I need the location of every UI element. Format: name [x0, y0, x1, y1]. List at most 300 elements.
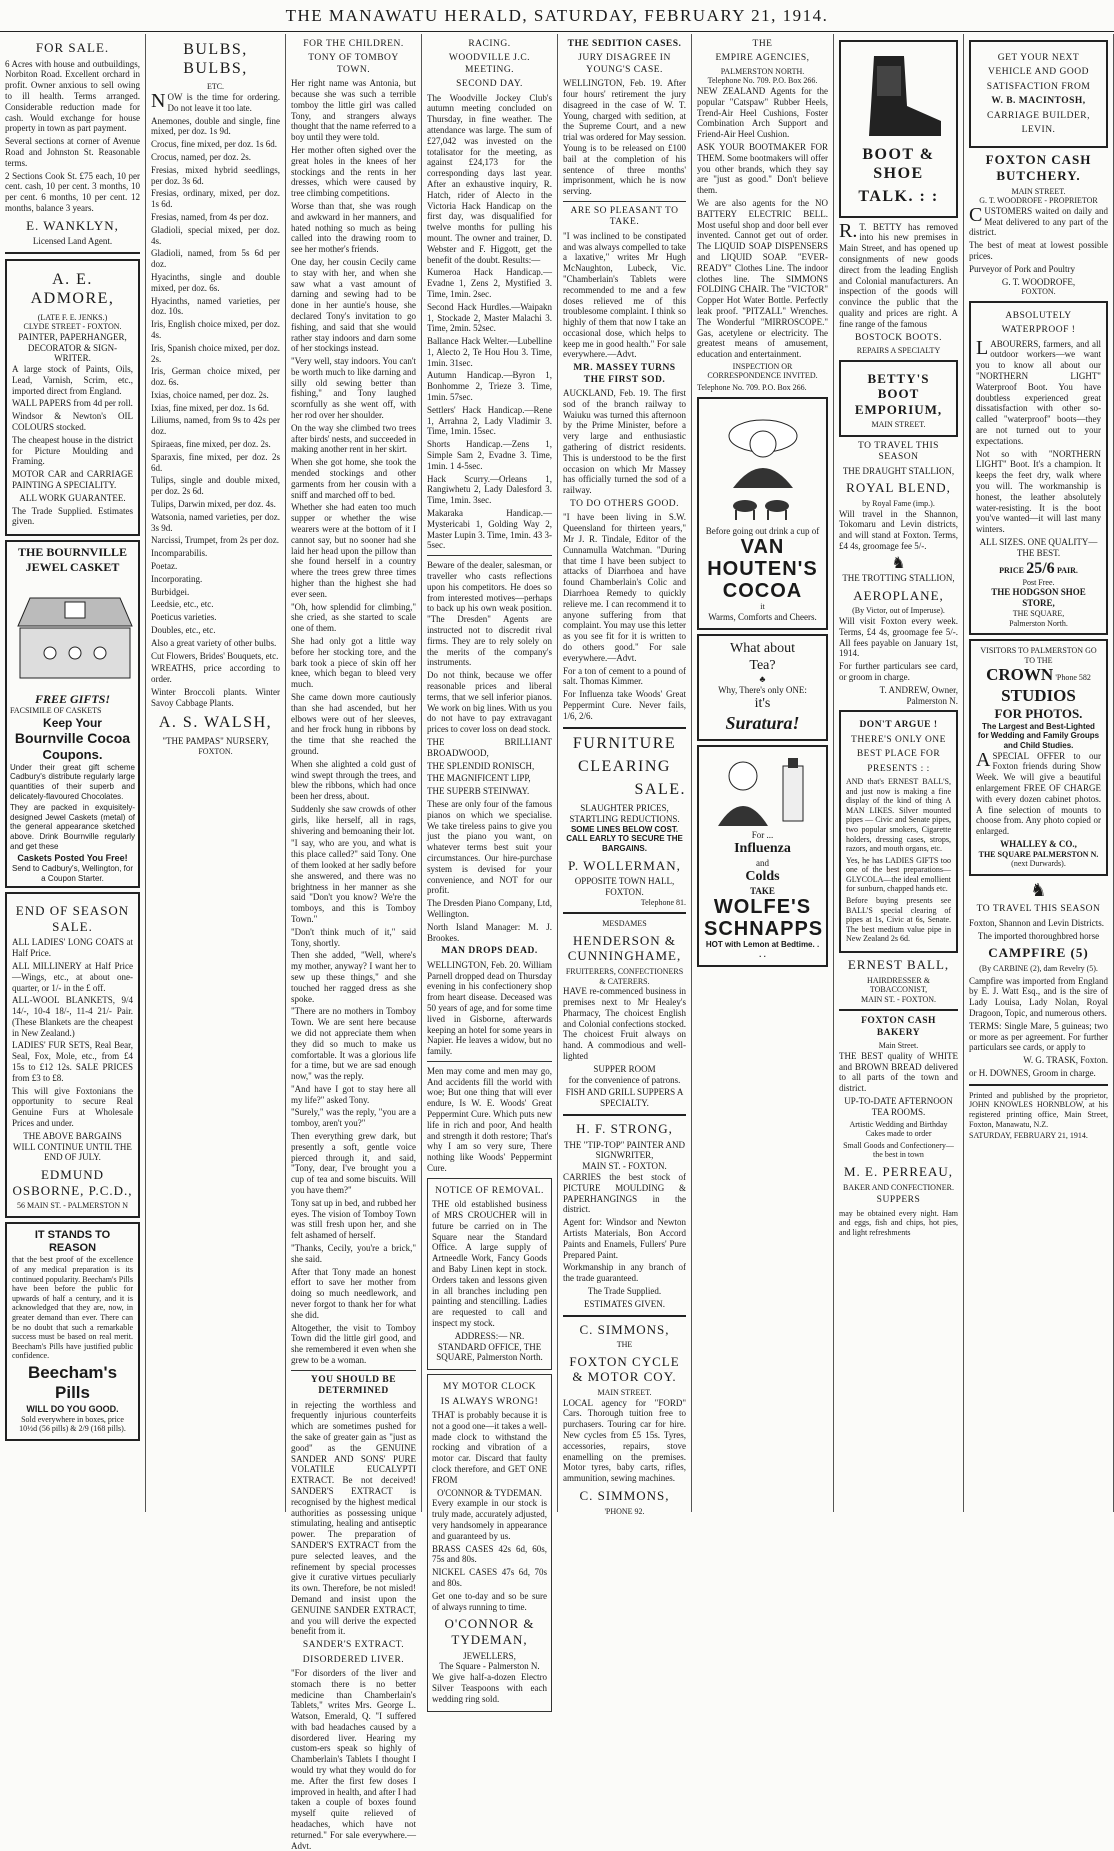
- beechams-ad: [5, 1222, 140, 1441]
- simmons-address: MAIN STREET.: [597, 1387, 652, 1397]
- bulb-item: Watsonia, named varieties, per doz. 3s 9d.: [151, 511, 280, 533]
- campfire-heading: TO TRAVEL THIS SEASON: [976, 904, 1101, 915]
- empire-also: We are also agents for the NO BATTERY ELECTRIC BELL. Most useful shop and door bell ever invented. Cannot get out of order. The LIQUID SOAP DISPENSERS and LIQUID SOAP. "EVER-READY" Clothes Line. The indoor clothes line. The SIMMONS FOLDING CHAIR. The "VICTOR" Copper Hot Water Bottle. Perfectly leak proof. "PITZALL" Wrenches. The Wonderful "MIRROSCOPE." Gas, acetylene or electricity. The greatest means of amusement, education and entertainment.: [697, 197, 829, 360]
- race-result: Settlers' Hack Handicap.—Rene 1, Arrahna 2, Lady Vladimir 3. Time, 1min. 15sec.: [427, 404, 552, 437]
- bakery-heading: FOXTON CASH BAKERY: [861, 1016, 936, 1038]
- divider: [563, 201, 686, 202]
- campfire-by: (By CARBINE (2), dam Revelry (5).: [979, 964, 1098, 974]
- simmons-firm: FOXTON CYCLE & MOTOR COY.: [569, 1353, 680, 1385]
- eos-line: ALL LADIES' LONG COATS at Half Price.: [12, 937, 133, 959]
- bulbs-intro: NOW is the time for ordering. Do not leave it too late.: [151, 89, 280, 113]
- simmons-name-2: C. SIMMONS,: [579, 1487, 670, 1503]
- royal-name: ROYAL BLEND,: [846, 480, 951, 496]
- sur-what: What about: [730, 640, 795, 656]
- bournville-casket-title: THE BOURNVILLE JEWEL CASKET: [17, 545, 128, 574]
- eos-heading: END OF SEASON SALE.: [15, 903, 130, 934]
- bournville-body-2: They are packed in exquisitely-designed Jewel Caskets (metal) of the general appearance sketched above. Drink Bournville regularly and get these: [10, 803, 135, 851]
- wolfe-and: and: [756, 858, 769, 869]
- bulbs-wreaths: WREATHS, price according to order.: [151, 663, 280, 685]
- for-sale-heading: FOR SALE.: [35, 40, 110, 55]
- sur-why: Why, There's only ONE:: [718, 685, 807, 696]
- bulb-item: Iris, English choice mixed, per doz. 4s.: [151, 319, 280, 340]
- wp-town: Palmerston North.: [1009, 618, 1068, 628]
- race-result: Autumn Handicap.—Byron 1, Bonhomme 2, Trieze 3. Time, 1min. 57sec.: [427, 370, 552, 403]
- admore-line: Windsor & Newton's OIL COLOURS stocked.: [12, 411, 133, 433]
- clock-brass: BRASS CASES 42s 6d, 60s, 75s and 80s.: [432, 1543, 547, 1565]
- dead-heading: MAN DROPS DEAD.: [441, 946, 538, 957]
- mac-line: VEHICLE AND GOOD: [988, 67, 1089, 78]
- mac-line: GET YOUR NEXT: [997, 53, 1080, 63]
- vh-it: it: [760, 602, 765, 612]
- hc-mesdames: MESDAMES: [602, 919, 647, 929]
- bulb-item: Incorporating.: [151, 573, 203, 584]
- bakery-cakes: Artistic Wedding and Birthday Cakes made to order: [849, 1119, 948, 1139]
- sod-heading: MR. MASSEY TURNS THE FIRST SOD.: [573, 363, 676, 385]
- crown-address: THE SQUARE PALMERSTON N.: [978, 849, 1099, 859]
- bulb-item: Burbidgei.: [151, 586, 190, 597]
- royal-heading: TO TRAVEL THIS SEASON: [858, 440, 939, 463]
- strong-agent: Agent for: Windsor and Newton Artists Materials, Bon Accord Paints and Enamels, Fullers' Pure Prepared Paint.: [563, 1217, 686, 1260]
- sedition-heading: THE SEDITION CASES.: [567, 39, 682, 49]
- empire-body: NEW ZEALAND Agents for the popular "Catspaw" Rubber Heels, Trend-Air Heel Cushions, Foster Combination Arch Support and Friend-Air Heel Cushion.: [697, 85, 828, 140]
- column-4: [422, 34, 558, 1704]
- dresden-manager: North Island Manager: M. J. Brookes.: [427, 921, 552, 943]
- aero-owner: T. ANDREW, Owner, Palmerston N.: [879, 684, 958, 706]
- suppers-body: may be obtained every night. Ham and eggs, fish and chips, hot pies, and light refreshments: [839, 1208, 958, 1237]
- osborne-name: EDMUND OSBORNE, P.C.D.,: [12, 1167, 133, 1198]
- wp-pair: PAIR.: [1056, 565, 1078, 575]
- sanders-heading: YOU SHOULD BE DETERMINED: [310, 1374, 397, 1397]
- boot-heading-2: TALK. : :: [858, 188, 939, 206]
- boot-heading: BOOT & SHOE: [862, 146, 935, 183]
- column-7: [834, 34, 964, 1512]
- bournville-send: Send to Cadbury's, Wellington, for a Coupon Starter.: [12, 863, 133, 883]
- bulb-item: Incomparabilis.: [151, 548, 208, 559]
- eos-line: LADIES' FUR SETS, Real Bear, Seal, Fox, Mole, etc., from £4 15s to £12 12s. SALE PRICES from £3 to £8.: [12, 1040, 133, 1083]
- boot-body: R.T. BETTY has removed into his new premises in Main Street, and has opened up consignments of new goods direct from the leading English and Colonial manufacturers. An inspection of the goods will convince the public that the quality and prices are right. A fine range of the famous: [839, 219, 958, 329]
- oconnor-address: The Square - Palmerston N.: [439, 1661, 540, 1672]
- wolfes-ad: [697, 745, 828, 966]
- dont-2: THERE'S ONLY ONE: [851, 734, 946, 745]
- admore-trade: PAINTER, PAPERHANGER, DECORATOR & SIGN-WRITER.: [18, 331, 127, 364]
- vh-van: VAN: [740, 536, 785, 559]
- column-8: [964, 34, 1114, 1512]
- wp-square: THE SQUARE,: [1012, 608, 1065, 618]
- aero-info: For further particulars see card, or groom in charge.: [839, 661, 958, 682]
- bournville-free-gifts: FREE GIFTS!: [34, 692, 111, 707]
- imprint-date: SATURDAY, FEBRUARY 21, 1914.: [969, 1131, 1088, 1141]
- vh-cocoa: COCOA: [722, 580, 803, 603]
- bulb-item: Leedsie, etc., etc.: [151, 599, 214, 610]
- column-3: [286, 34, 422, 1851]
- story-paragraph: When she alighted a cold gust of wind swept through the trees, and blew the ribbons, which had once been her dress, about.: [291, 758, 416, 802]
- strong-estimates: ESTIMATES GIVEN.: [584, 1298, 665, 1309]
- crown-visit: VISITORS TO PALMERSTON GO TO THE: [980, 646, 1097, 665]
- hc-sub: FRUITERERS, CONFECTIONERS & CATERERS.: [565, 967, 684, 986]
- eos-line: ALL MILLINERY at Half Price—Wings, etc., at about one-quarter, or 1/- in the £ off.: [12, 960, 133, 993]
- bulb-item: Gladioli, named, from 5s 6d per doz.: [151, 248, 280, 270]
- wolfe-hot: HOT with Lemon at Bedtime. . . .: [705, 940, 820, 960]
- story-paragraph: Then she added, "Well, where's my mother, anyway? I want her to sew up these things," and she touched her ragged dress as she spoke.: [291, 950, 416, 1004]
- osborne-address: 56 MAIN ST. - PALMERSTON N: [17, 1201, 128, 1211]
- story-paragraph: Whether she had eaten too much supper or whether the wise wearers were at the bottom of it I cannot say, but no sooner had she laid her head upon the pillow than she found herself in a country where the trees grew three times higher than the highest she had ever seen.: [291, 502, 416, 599]
- story-paragraph: "Surely," was the reply, "you are a tomboy, aren't you?": [291, 1107, 416, 1129]
- wollerman-name: P. WOLLERMAN,: [568, 857, 681, 873]
- perreau-role: BAKER AND CONFECTIONER.: [843, 1182, 954, 1192]
- simmons-the: THE: [616, 1340, 633, 1350]
- campfire-districts: Foxton, Shannon and Levin Districts.: [969, 917, 1104, 928]
- liver-body: "For disorders of the liver and stomach there is no better medicine than Chamberlain's Tablets," writes Mrs. George L. Watson, Emerald, Q. "I suffered with bad headaches caused by a disordered liver. Hearing my custom-ers speak so highly of Chamberlain's Tablets I thought I would try what they would do for me. After the first few doses I improved in health, and after I had taken a couple of boxes found myself quite relieved of headaches, which have not returned." For sale everywhere.—Advt.: [291, 1667, 416, 1851]
- divider: [5, 252, 140, 254]
- simmons-name: C. SIMMONS,: [579, 1321, 670, 1337]
- strong-name: H. F. STRONG,: [576, 1121, 673, 1137]
- empire-the: THE: [752, 39, 773, 49]
- bulb-item: Fresias, named, from 4s per doz.: [151, 211, 269, 222]
- story-paragraph: Her right name was Antonia, but because she was such a terrible tomboy the little girl was called Tony, and strangers always thought that the name referred to a boy until they were told.: [291, 78, 416, 143]
- beechams-good: WILL DO YOU GOOD.: [26, 1403, 119, 1414]
- divider: [563, 1315, 686, 1317]
- crown-for: FOR PHOTOS.: [994, 706, 1083, 722]
- campfire-imp: The imported thoroughbred horse: [977, 930, 1100, 941]
- wolfe-influenza: Influenza: [734, 841, 791, 857]
- empire-tel-2: Telephone No. 709. P.O. Box 266.: [697, 383, 807, 393]
- story-paragraph: Altogether, the visit to Tomboy Town did the little girl good, and she remembered it even when she grew to be a woman.: [291, 1322, 416, 1366]
- royal-sub: THE DRAUGHT STALLION,: [842, 465, 955, 476]
- bulb-item: Spiraeas, fine mixed, per doz. 2s.: [151, 439, 271, 450]
- piano-item: THE MAGNIFICENT LIPP,: [427, 773, 531, 784]
- furniture-sub: SLAUGHTER PRICES, STARTLING REDUCTIONS.: [569, 803, 680, 824]
- empire-ask: ASK YOUR BOOTMAKER FOR THEM. Some bootmakers will offer you other brands, which they say are "just as good." Don't believe them.: [697, 141, 828, 196]
- race-results: [427, 267, 552, 551]
- story-paragraph: Then everything grew dark, but presently a soft, gentle voice pierced through it, and said, "Tony, dear, I've brought you a cup of tea and some biscuits. Will you have them?": [291, 1131, 416, 1196]
- wolfe-name: WOLFE'S: [713, 896, 812, 919]
- bulb-item: Liliums, named, from 9s to 42s per doz.: [151, 415, 280, 437]
- bournville-facsimile: FACSIMILE OF CASKETS: [10, 706, 102, 716]
- beechams-sold: Sold everywhere in boxes, price 10½d (56 pills) & 2/9 (168 pills).: [19, 1414, 126, 1434]
- bulbs-etc: ETC.: [206, 82, 225, 92]
- bournville-ad: [5, 540, 140, 888]
- wp-post: Post Free.: [1022, 577, 1055, 587]
- removal-address: ADDRESS:— NR. STANDARD OFFICE, THE SQUARE, Palmerston North.: [436, 1330, 543, 1363]
- clock-body: Every example in our stock is truly made, accurately adjusted, very handsomely in appearance and guaranteed by us.: [432, 1498, 547, 1541]
- perreau-name: M. E. PERREAU,: [844, 1163, 953, 1179]
- macintosh-ad: [969, 40, 1108, 148]
- mac-line: SATISFACTION FROM: [986, 81, 1091, 92]
- story-paragraph: "There are no mothers in Tomboy Town. We are sent here because we did not appreciate them when they did so much to make us comfortable. It was a glorious life for a time, but we are sad enough now," was the reply.: [291, 1006, 416, 1082]
- bakery-street: Main Street.: [878, 1041, 919, 1051]
- bakery-body: THE BEST quality of WHITE and BROWN BREAD delivered to all parts of the town and district.: [839, 1050, 958, 1094]
- bulbs-also: Also a great variety of other bulbs.: [151, 637, 277, 648]
- end-of-season-ad: [5, 892, 140, 1218]
- crown-sub: The Largest and Best-Lighted for Wedding and Family Groups and Child Studies.: [977, 721, 1100, 750]
- waterproof-ad: [969, 301, 1108, 635]
- campfire-downes: or H. DOWNES, Groom in charge.: [969, 1068, 1096, 1079]
- walsh-nursery: "THE PAMPAS" NURSERY,: [162, 735, 269, 746]
- sedition-sub: JURY DISAGREE IN YOUNG'S CASE.: [578, 53, 671, 75]
- hc-body: HAVE re-commenced business in premises next to Mr Healey's Pharmacy, The choicest English and Colonial confections stocked. The choicest Fruit always on hand. A commodious and well-lighted: [563, 986, 686, 1062]
- man-bottle-illustration: [708, 756, 818, 826]
- hc-supper: SUPPER ROOM: [593, 1063, 656, 1074]
- suratura-ad: [697, 634, 828, 742]
- bulb-item: Hyacinths, single and double mixed, per doz. 6s.: [151, 271, 280, 293]
- campfire-body: Campfire was imported from England by E. J. Watt Esq., and is the sire of Lady Louisa, Lady Nolan, Royal Dragoon, Topic, and numerous others.: [969, 975, 1108, 1019]
- strong-address: MAIN ST. - FOXTON.: [582, 1161, 667, 1172]
- bulb-item: Crocus, named, per doz. 2s.: [151, 151, 251, 162]
- bakery-goods: Small Goods and Confectionery—the best in town: [843, 1140, 954, 1160]
- wp-price: 25/6: [1026, 559, 1055, 577]
- story-paragraph: On the way she climbed two trees after birds' nests, and succeeded in making another rent in her skirt.: [291, 422, 416, 455]
- bournville-cocoa: Bournville Cocoa: [14, 730, 131, 747]
- clock-firm: O'CONNOR & TYDEMAN.: [437, 1487, 542, 1498]
- dresden-body: Do not think, because we offer reasonable prices and liberal terms, that we sell inferior pianos. We work on big lines. With us you do not have to pay extravagant prices to cover loss on dead stock.: [427, 670, 552, 735]
- van-houten-ad: [697, 397, 828, 630]
- wp-store: THE HODGSON SHOE STORE,: [991, 587, 1086, 609]
- dont-3: BEST PLACE FOR: [856, 749, 941, 760]
- bulb-item: Sparaxis, fine mixed, per doz. 2s 6d.: [151, 451, 280, 473]
- admore-line: The cheapest house in the district for Picture Moulding and Framing.: [12, 434, 133, 467]
- dresden-company: The Dresden Piano Company, Ltd, Wellington.: [427, 898, 552, 919]
- liver-heading: DISORDERED LIVER.: [302, 1654, 405, 1665]
- admore-line: A large stock of Paints, Oils, Lead, Varnish, Scrim, etc., imported direct from England.: [12, 364, 133, 396]
- dont-argue: DON'T ARGUE !: [859, 720, 938, 731]
- story-paragraph: She had only got a little way before her stocking tore, and the bark took a piece of skin off her knee, which began to bleed very much.: [291, 636, 416, 690]
- mac-name: W. B. MACINTOSH,: [991, 96, 1086, 107]
- crown-body: ASPECIAL OFFER to our Foxton friends during Show Week. We will give a beautiful enlargement FREE OF CHARGE with every dozen cabinet photos. A fine selection of mounts to choose from. Any photo copied or enlarged.: [976, 748, 1101, 837]
- sedition-body: WELLINGTON, Feb. 19. After four hours' retirement the jury disagreed in the case of W. T. Young, charged with sedition, at the Supreme Court, and a new trial was ordered for May session. Young is to be released on £100 bail at the completion of his sentence of three months' imprisonment, which he is now serving.: [563, 78, 686, 197]
- sur-name: Suratura!: [725, 712, 800, 733]
- bulbs-heading: BULBS, BULBS,: [183, 41, 248, 78]
- boot-repairs: REPAIRS A SPECIALTY: [856, 345, 941, 355]
- vh-houtens: HOUTEN'S: [707, 558, 818, 581]
- beechams-body: that the best proof of the excellence of any medical preparation is its continued popularity. Beecham's Pills have been before the public for upwards of half a century, and it is acknowledged that they are, now, in greater demand than ever. There can be no doubt that such a remarkable success must be based on real merit. Beecham's Pills have justified public confidence.: [12, 1255, 133, 1361]
- piano-item: THE SPLENDID RONISCH,: [427, 760, 535, 771]
- woman-portrait-illustration: [708, 408, 818, 488]
- agent-name: E. WANKLYN,: [26, 217, 119, 233]
- dont-4: PRESENTS : :: [867, 763, 930, 774]
- butchery-prop: G. T. WOODROFE - PROPRIETOR: [979, 196, 1098, 206]
- butchery-pork: Purveyor of Pork and Poultry: [969, 263, 1075, 274]
- clock-body: THAT is probably because it is not a good one—it takes a well-made clock to withstand the rocking and vibration of a motor car. Discard that faulty clock therefore, and GET ONE FROM: [432, 1409, 547, 1485]
- oconnor-give: We give half-a-dozen Electro Silver Teaspoons with each wedding ring sold.: [432, 1672, 547, 1704]
- race-result: Ballance Hack Welter.—Lubelline 1, Alecto 2, Te Hou Hou 3. Time, 1min. 31sec.: [427, 336, 552, 368]
- salt-line: For a ton of cement to a pound of salt. Thomas Kimmer.: [563, 665, 686, 687]
- butchery-street: MAIN STREET.: [1011, 186, 1066, 196]
- bostock: BOSTOCK BOOTS.: [854, 332, 943, 343]
- bulbs-winter: Winter Broccoli plants. Winter Savoy Cabbage Plants.: [151, 687, 280, 708]
- divider: [969, 1084, 1108, 1086]
- horse-icon: ♞: [1030, 879, 1047, 900]
- race-result: Shorts Handicap.—Zens 1, Simple Sam 2, Evadne 3. Time, 1min. 1 4-5sec.: [427, 439, 552, 471]
- bulb-item: Narcissi, Trumpet, from 2s per doz.: [151, 535, 279, 546]
- horse-icon: ♞: [891, 554, 906, 572]
- bulb-item: Doubles, etc., etc.: [151, 625, 216, 636]
- butchery-heading: FOXTON CASH BUTCHERY.: [985, 152, 1092, 183]
- furniture-heading: FURNITURE: [572, 734, 677, 752]
- influenza-line: For Influenza take Woods' Great Peppermint Cure. Never fails, 1/6, 2/6.: [563, 689, 686, 721]
- for-sale-item: Several sections at corner of Avenue Road and Johnston St. Reasonable terms.: [5, 136, 140, 168]
- hc-fish: FISH AND GRILL SUPPERS A SPECIALTY.: [565, 1087, 684, 1109]
- story-paragraph: Her mother often sighed over the great holes in the knees of her stockings and the rents in her dresses, which were caused by tree climbing competitions.: [291, 144, 416, 199]
- story-paragraph: She came down more cautiously than she had ascended, but her elbows were out of her sleeves, and her frock hung in ribbons by the time that she reached the ground.: [291, 692, 416, 756]
- ball-before: Before buying presents see BALL'S special clearing of pipes at 1s, Civic at 6s, Senate. The best medium value pipe in New Zealand 2s 6d.: [846, 896, 951, 944]
- story-paragraph: When she got home, she took the mended stockings and other garments from her cousin with a sniff and marched off to bed.: [291, 457, 416, 500]
- pleasant-heading: ARE SO PLEASANT TO TAKE.: [570, 205, 679, 228]
- mac-role: CARRIAGE BUILDER,: [987, 110, 1090, 121]
- story-paragraph: "Thanks, Cecily, you're a brick," she said.: [291, 1243, 416, 1264]
- empire-inspect: INSPECTION OR CORRESPONDENCE INVITED.: [707, 361, 818, 381]
- motor-clock-ad: [427, 1374, 552, 1711]
- royal-body: Will travel in the Shannon, Tokomaru and Levin districts, and will stand at Foxton. Terms, £4 4s, groomage fee 5/-.: [839, 508, 958, 552]
- bulb-item: Tulips, single and double mixed, per doz. 2s 6d.: [151, 475, 280, 497]
- hc-conv: for the convenience of patrons.: [568, 1074, 681, 1085]
- furniture-lines: SOME LINES BELOW COST.: [570, 824, 679, 834]
- bulb-item: Ixias, fine mixed, per doz. 1s 6d.: [151, 402, 269, 413]
- sanders-body: in rejecting the worthless and frequently injurious counterfeits which are sometimes pushed for the sake of greater gain as "just as good" as the GENUINE SANDER AND SONS' PURE VOLATILE EUCALYPTI EXTRACT. Be not deceived! SANDER'S EXTRACT is recognised by the highest medical authorities as possessing unique stimulating, healing and antiseptic power. The preparation of SANDER'S EXTRACT from the pure selected leaves, and the refinement by special processes give it curative virtues peculiarly its own. Therefore, be not misled! Demand and insist upon the GENUINE SANDER EXTRACT, and you will derive the expected benefit from it.: [291, 1399, 416, 1637]
- empire-address: PALMERSTON NORTH.: [720, 66, 805, 76]
- divider: [563, 912, 686, 914]
- horse-plough-illustration: [723, 492, 803, 522]
- campfire-trask: W. G. TRASK, Foxton.: [1023, 1055, 1108, 1066]
- column-5: [558, 34, 692, 1516]
- clock-nickel: NICKEL CASES 47s 6d, 70s and 80s.: [432, 1567, 547, 1588]
- empire-heading: EMPIRE AGENCIES,: [715, 53, 810, 64]
- bournville-coupons: Coupons.: [42, 747, 103, 763]
- story-paragraph: "And have I got to stay here all my life?" asked Tony.: [291, 1083, 416, 1105]
- crown-phone: 'Phone 582: [1055, 673, 1091, 683]
- bulb-item: Fresias, mixed hybrid seedlings, per doz. 3s 6d.: [151, 164, 280, 186]
- suppers-heading: SUPPERS: [876, 1195, 921, 1206]
- butchery-town: FOXTON.: [1021, 287, 1056, 297]
- royal-by: by Royal Fame (imp.).: [862, 499, 935, 509]
- crown-name: CROWN: [986, 665, 1054, 685]
- admore-line: WALL PAPERS from 4d per roll.: [12, 398, 133, 409]
- campfire-name: CAMPFIRE (5): [988, 945, 1089, 961]
- divider: [427, 1061, 552, 1062]
- crown-studios-ad: [969, 639, 1108, 876]
- bulb-item: Hyacinths, named varieties, per doz. 10s.: [151, 295, 280, 317]
- for-sale-item: 2 Sections Cook St. £75 each, 10 per cent. cash, 10 per cent. 3 months, 10 per cent. 6 months, 10 per cent. 12 months, balance 3 years.: [5, 170, 140, 213]
- vh-warms: Warms, Comforts and Cheers.: [708, 612, 817, 623]
- racing-heading: RACING.: [468, 39, 511, 49]
- race-result: Kumeroa Hack Handicap.—Evadne 1, Zens 2, Mystified 3. Time, 1min. 2sec.: [427, 267, 552, 299]
- jewel-casket-illustration: [10, 578, 140, 688]
- aero-sub: THE TROTTING STALLION,: [842, 573, 955, 584]
- ball-name: ERNEST BALL,: [847, 957, 950, 973]
- admore-address: CLYDE STREET - FOXTON.: [23, 322, 122, 332]
- imprint: Printed and published by the proprietor, JOHN KNOWLES HORNBLOW, at his registered printing office, Main Street, Foxton, Manawatu, N.Z.: [969, 1090, 1108, 1129]
- piano-item: THE BRILLIANT BROADWOOD,: [427, 736, 552, 758]
- for-sale-item: 6 Acres with house and outbuildings, Norbiton Road. Excellent orchard in profit. Owner anxious to sell owing to ill health. Terms arranged. Considerable reduction made for cash. Would exchange for house property in town as part payment.: [5, 58, 140, 134]
- story-paragraph: Worse than that, she was rough and awkward in her manners, and hated nothing so much as being called into the drawing room to see her mother's friends.: [291, 200, 416, 255]
- bulb-item: Fresias, ordinary, mixed, per doz. 1s 6d.: [151, 188, 280, 210]
- pleasant-body: "I was inclined to be constipated and was always compelled to take a laxative," writes Mr Hugh McNaughton, Lubeck, Vic. "Chamberlain's Tablets were recommended to me and a few doses relieved me of this troublesome complaint. I think so highly of them that now I take an occasional dose, which helps to keep me in good health." For sale everywhere.—Advt.: [563, 230, 686, 360]
- sur-its: it's: [754, 696, 771, 712]
- wolfe-take: TAKE: [750, 885, 775, 896]
- mac-town: LEVIN.: [1021, 124, 1056, 135]
- story-paragraph: "I say, who are you, and what is this place called?" said Tony. One of them looked at her sadly before she answered, and there was no brightness in her manner as she said "Don't you know? We're the tomboys, and this is Tomboy Town.": [291, 838, 416, 924]
- admore-late: (LATE F. E. JENKS.): [37, 312, 108, 322]
- dresden-body: These are only four of the famous pianos on which we specialise. We take tireless pains to give you just the piano you want, on whatever terms best suit your circumstances. Our hire-purchase system is devised for your convenience, and NOT for our profit.: [427, 798, 552, 896]
- wp-heading-2: WATERPROOF !: [1001, 325, 1076, 336]
- bulb-item: Iris, German choice mixed, per doz. 6s.: [151, 366, 280, 388]
- story-paragraph: One day, her cousin Cecily came to stay with her, and when she saw what a vast amount of darning and sewing had to be done in her auntie's house, she declared Tony's invitation to go fishing, and said that she would rather stay indoors and darn some of her stockings instead.: [291, 256, 416, 354]
- strong-trade: The Trade Supplied.: [587, 1285, 662, 1296]
- dead-body: WELLINGTON, Feb. 20. William Parnell dropped dead on Thursday evening in his confectionery shop from heart disease. Deceased was 50 years of age, and for some time lived in Gisborne, afterwards keeping an hotel for some years in Napier. He leaves a widow, but no family.: [427, 959, 552, 1057]
- column-1: [0, 34, 146, 1512]
- ball-address: MAIN ST. - FOXTON.: [860, 994, 937, 1004]
- bulb-item: Poeticus varieties.: [151, 612, 217, 623]
- story-paragraph: "Oh, how splendid for climbing," she cried, as she started to scale one of them.: [291, 601, 416, 634]
- butchery-best: The best of meat at lowest possible prices.: [969, 240, 1108, 261]
- walsh-name: A. S. WALSH,: [158, 713, 273, 731]
- simmons-body: LOCAL agency for "FORD" Cars. Thorough tuition free to purchasers. Touring car for hire. New cycles from £5 15s. Tyres, accessories, repairs, stove enamelling on the premises. Motor tyres, baby carts, rifles, ammunition, sewing machines.: [563, 1397, 686, 1484]
- furniture-heading-3: SALE.: [634, 780, 686, 798]
- race-result: Hack Scurry.—Orleans 1, Rangiwhetu 2, Lady Dalesford 3. Time, 1min. 3sec.: [427, 473, 552, 506]
- race-result: Makaraka Handicap.—Mystericabi 1, Golding Way 2, Master Lupin 3. Time, 1min. 43 3-5sec.: [427, 508, 552, 551]
- piano-item: THE SUPERB STEINWAY.: [427, 786, 530, 797]
- sod-body: AUCKLAND, Feb. 19. The first sod of the branch railway to Waiuku was turned this afternoon by the Prime Minister, before a very large and enthusiastic gathering of district residents. This is understood to be the first occasion on which Mr Massey has officially turned the sod of a railway.: [563, 388, 686, 496]
- column-2: [146, 34, 286, 1512]
- boot-shoe-ad: [839, 40, 958, 218]
- ball-ladies: Yes, he has LADIES GIFTS too one of the best preparations—GLYCOLA—the ideal emollient for sunburn, chapped hands etc.: [846, 855, 951, 894]
- admore-name: A. E. ADMORE,: [30, 271, 115, 308]
- story-title: TONY OF TOMBOY TOWN.: [308, 53, 399, 75]
- strong-body: CARRIES the best stock of PICTURE MOULDING & PAPERHANGINGS in the district.: [563, 1172, 686, 1215]
- removal-notice: [427, 1178, 552, 1370]
- sanders-name: SANDER'S EXTRACT.: [302, 1640, 405, 1651]
- divider: [563, 727, 686, 729]
- admore-line: The Trade Supplied. Estimates given.: [12, 505, 133, 527]
- ernest-ball-ad: [839, 710, 958, 953]
- wp-price-row: [976, 559, 1101, 578]
- divider: [427, 555, 552, 556]
- removal-heading: NOTICE OF REMOVAL.: [435, 1185, 544, 1196]
- wolfe-schnapps: SCHNAPPS: [704, 918, 824, 941]
- betty-address: MAIN STREET.: [871, 420, 926, 430]
- story-body: [291, 78, 416, 1366]
- betty-heading: BETTY'S BOOT EMPORIUM,: [854, 370, 943, 417]
- furniture-heading-2: CLEARING: [578, 757, 671, 775]
- crown-next: (next Durwards).: [1011, 859, 1066, 869]
- clock-heading: MY MOTOR CLOCK: [442, 1382, 537, 1393]
- betty-ad: [839, 360, 958, 437]
- bulb-item: Anemones, double and single, fine mixed, per doz. 1s 9d.: [151, 115, 280, 137]
- others-heading: TO DO OTHERS GOOD.: [569, 499, 680, 510]
- bulbs-list: [151, 116, 280, 636]
- beechams-name: Beecham's Pills: [27, 1362, 118, 1403]
- boot-illustration: [849, 51, 949, 141]
- bournville-body: Under their great gift scheme Cadbury's distribute regularly large quantities of their superb and delicately-flavoured Chocolates.: [10, 762, 135, 801]
- sur-tea: Tea?: [749, 657, 776, 673]
- ball-body: AND that's ERNEST BALL'S, and just now is making a fine display of the kind of thing A MAN LIKES. Silver mounted pipes — Civic and Senate pipes, two popular smokers, Cigarette holders, dressing cases, strops, razors, and mouth organs, etc.: [846, 776, 951, 854]
- oconnor-name: O'CONNOR & TYDEMAN,: [444, 1616, 535, 1647]
- crown-name-row: [976, 665, 1101, 685]
- oconnor-role: JEWELLERS,: [463, 1650, 516, 1661]
- crown-firm: WHALLEY & CO.,: [1000, 838, 1077, 849]
- story-paragraph: Suddenly she saw crowds of other girls, like herself, all in rags, shivering and bemoaning their lot.: [291, 803, 416, 836]
- agent-role: Licensed Land Agent.: [32, 236, 113, 247]
- ball-role: HAIRDRESSER & TOBACCONIST,: [867, 975, 930, 995]
- wp-sizes: ALL SIZES. ONE QUALITY—THE BEST.: [979, 537, 1098, 558]
- furniture-call: CALL EARLY TO SECURE THE BARGAINS.: [566, 834, 683, 853]
- story-paragraph: "Very well, stay indoors. You can't be worth much to like darning and silly old sewing better than fishing," and Tony laughed scornfully as she went off, with her rod over her shoulder.: [291, 356, 416, 421]
- strong-work: Workmanship in any branch of the trade guaranteed.: [563, 1262, 686, 1284]
- admore-line: MOTOR CAR and CARRIAGE PAINTING A SPECIALITY.: [12, 469, 133, 491]
- walsh-town: FOXTON.: [198, 746, 233, 756]
- eos-line: THE ABOVE BARGAINS WILL CONTINUE UNTIL THE END OF JULY.: [13, 1130, 132, 1163]
- crown-studios: STUDIOS: [1001, 685, 1076, 705]
- wollerman-tel: Telephone 81.: [640, 897, 686, 907]
